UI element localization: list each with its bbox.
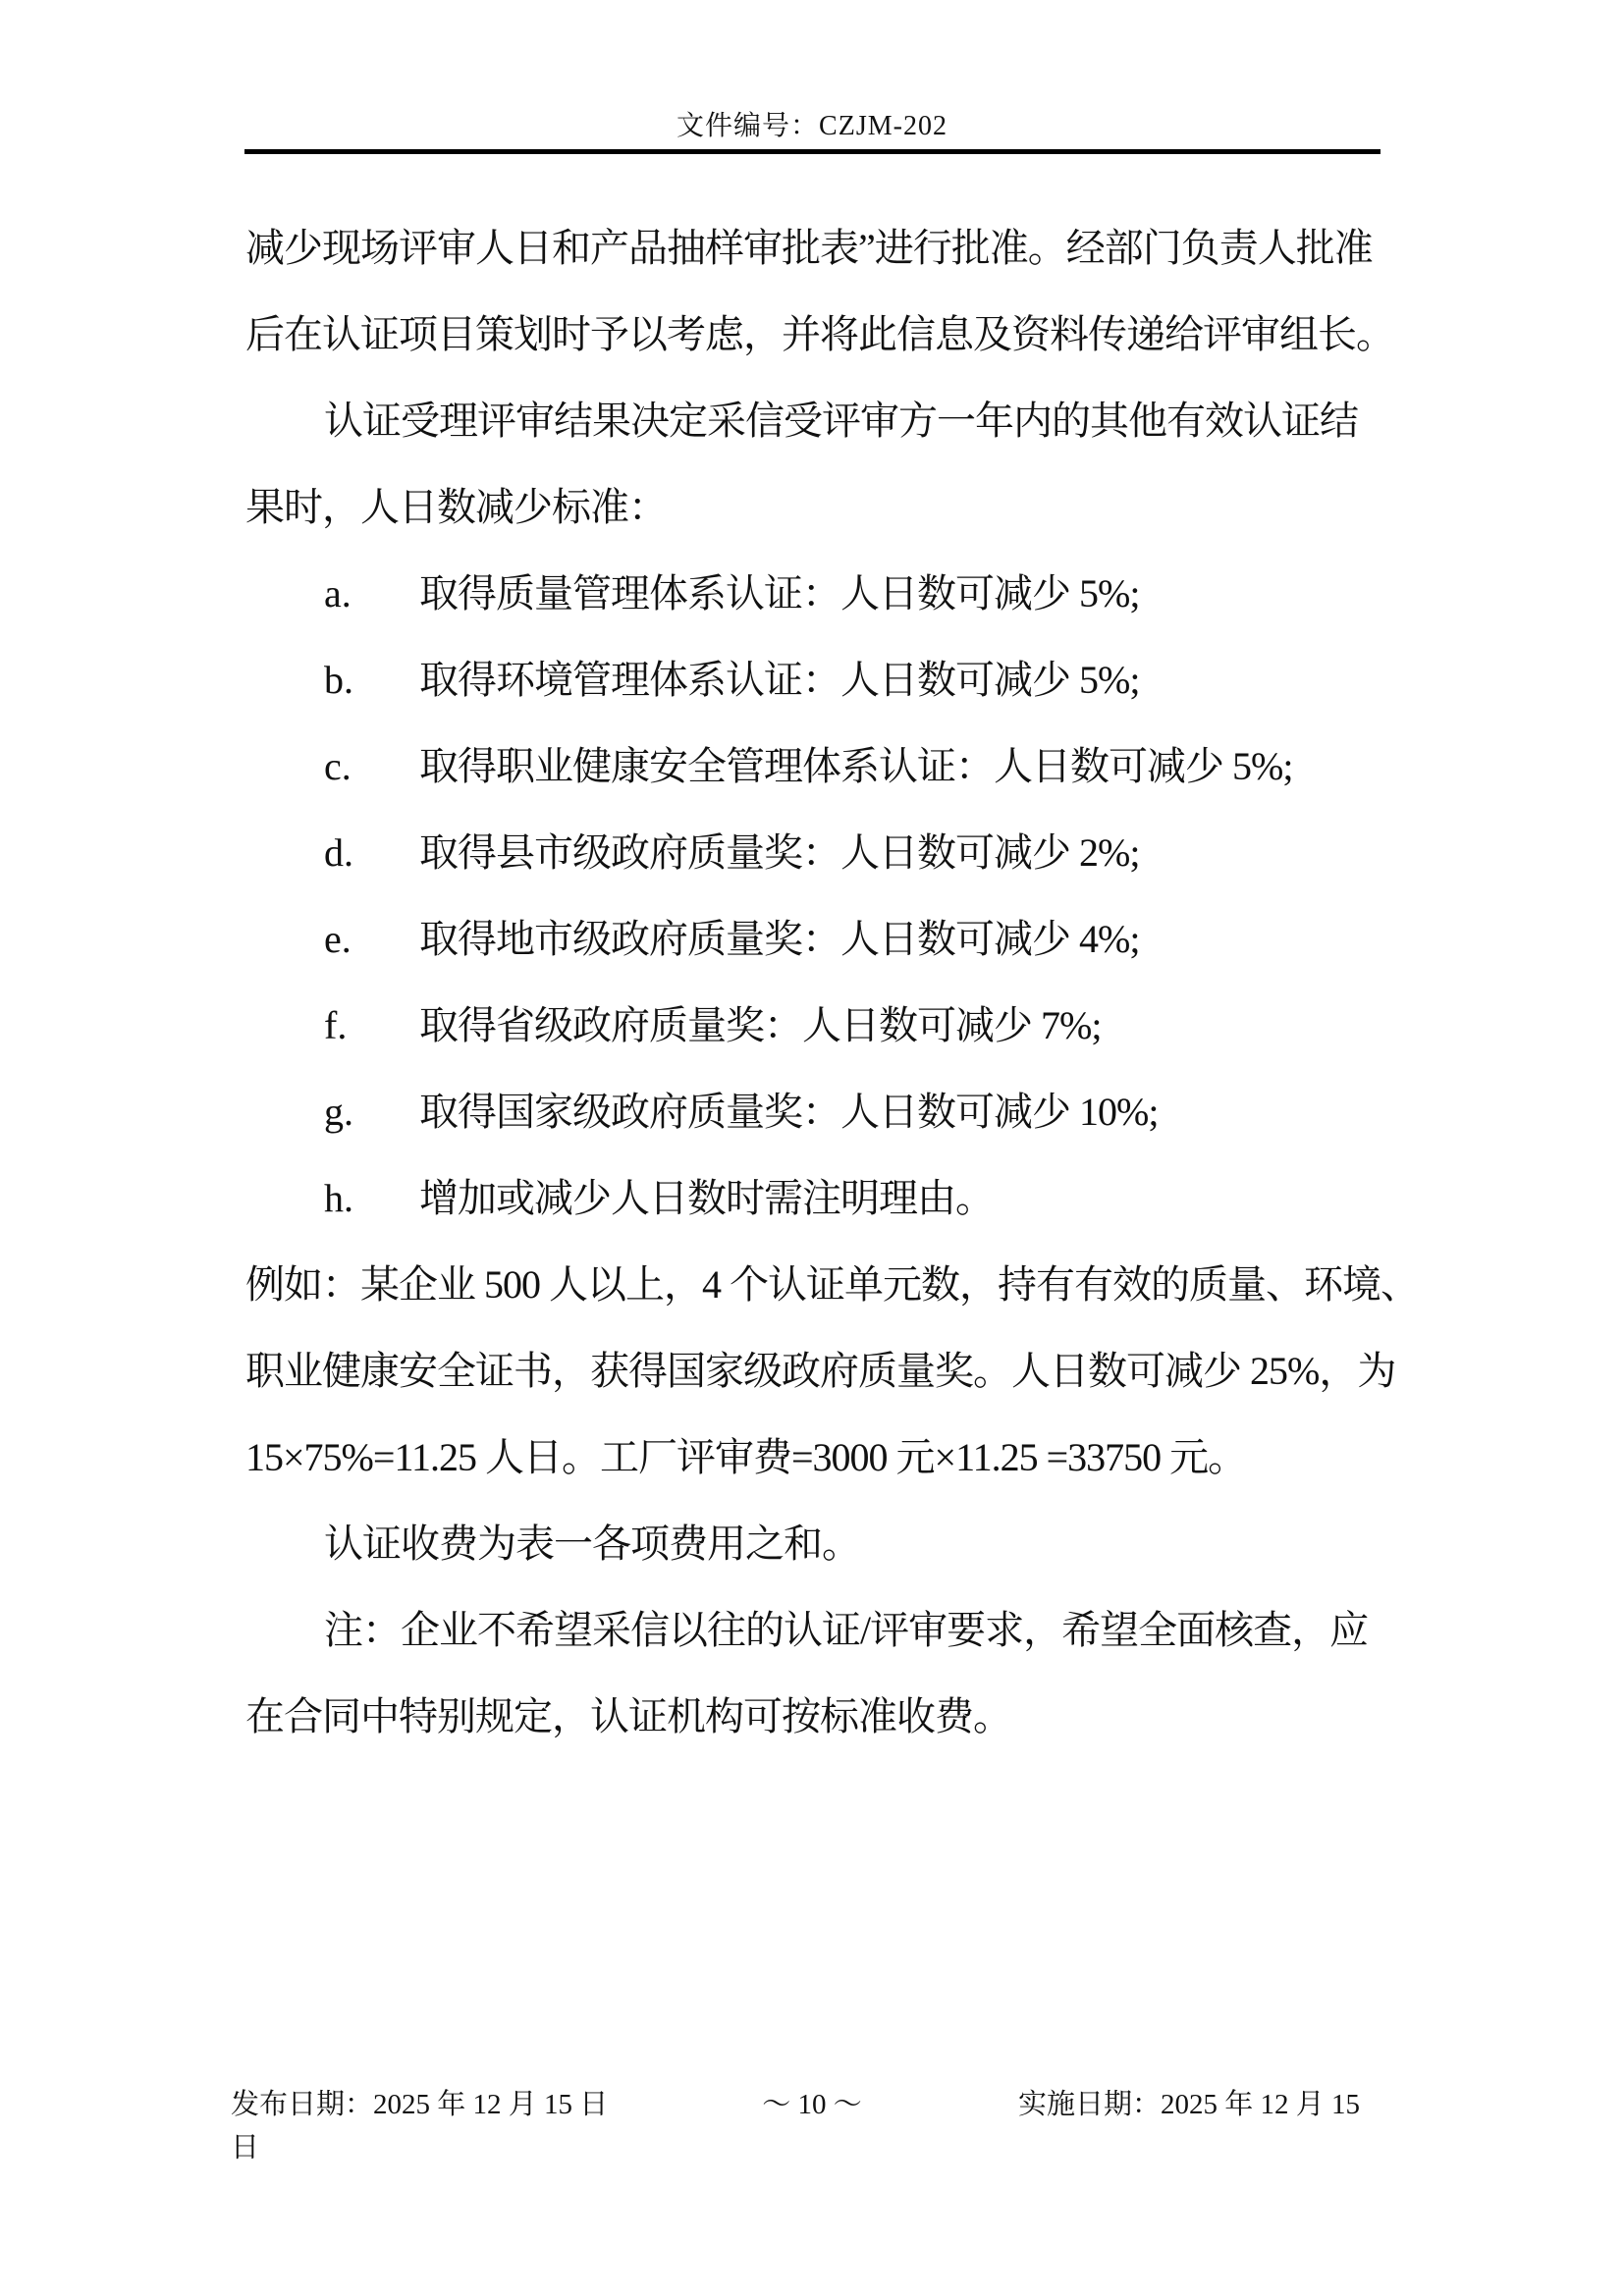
list-item-a [324,571,1139,616]
list-text-c: 取得职业健康安全管理体系认证：人日数可减少 5%; [419,744,1293,788]
list-item-d [324,830,1139,876]
list-text-d: 取得县市级政府质量奖：人日数可减少 2%; [419,830,1140,875]
paragraph-line-1: 减少现场评审人日和产品抽样审批表”进行批准。经部门负责人批准 [245,226,1373,270]
example-line-3: 15×75%=11.25 人日。工厂评审费=3000 元×11.25 =33750 元。 [245,1435,1247,1479]
note-line-1: 注：企业不希望采信以往的认证/评审要求，希望全面核查，应 [324,1608,1369,1652]
example-line-1: 例如：某企业 500 人以上，4 个认证单元数，持有有效的质量、环境、 [245,1262,1419,1307]
list-marker-a: a. [324,571,352,615]
list-item-g [324,1090,1158,1135]
list-marker-e: e. [324,917,352,961]
list-marker-d: d. [324,830,353,875]
note-line-2: 在合同中特别规定，认证机构可按标准收费。 [245,1694,1011,1738]
example-line-2: 职业健康安全证书，获得国家级政府质量奖。人日数可减少 25%，为 [245,1349,1396,1393]
paragraph-line-3: 认证受理评审结果决定采信受评审方一年内的其他有效认证结 [324,399,1358,443]
list-marker-b: b. [324,658,353,702]
footer-impl-date-wrap: 日 [231,2132,260,2163]
footer-issue-date: 发布日期：2025 年 12 月 15 日 [231,2089,609,2120]
footer-impl-date: 实施日期：2025 年 12 月 15 [1018,2089,1361,2120]
paragraph-line-4: 果时，人日数减少标准： [245,485,667,529]
list-marker-f: f. [324,1003,348,1047]
list-marker-g: g. [324,1090,353,1134]
list-text-b: 取得环境管理体系认证：人日数可减少 5%; [419,658,1140,702]
list-text-f: 取得省级政府质量奖：人日数可减少 7%; [419,1003,1102,1047]
header-rule [244,149,1380,154]
list-text-h: 增加或减少人日数时需注明理由。 [419,1176,994,1220]
list-item-b [324,658,1139,703]
paragraph-line-2: 后在认证项目策划时予以考虑，并将此信息及资料传递给评审组长。 [245,312,1394,356]
list-item-c [324,744,1292,789]
doc-number-header: 文件编号：CZJM-202 [677,111,947,141]
list-text-g: 取得国家级政府质量奖：人日数可减少 10%; [419,1090,1159,1134]
list-text-a: 取得质量管理体系认证：人日数可减少 5%; [419,571,1140,615]
list-item-e [324,917,1139,962]
footer-page-number: ～ 10 ～ [762,2089,862,2120]
list-marker-c: c. [324,744,352,788]
list-marker-h: h. [324,1176,353,1220]
list-item-h [324,1176,994,1221]
fee-sum-line: 认证收费为表一各项费用之和。 [324,1522,860,1566]
list-text-e: 取得地市级政府质量奖：人日数可减少 4%; [419,917,1140,961]
list-item-f [324,1003,1101,1048]
